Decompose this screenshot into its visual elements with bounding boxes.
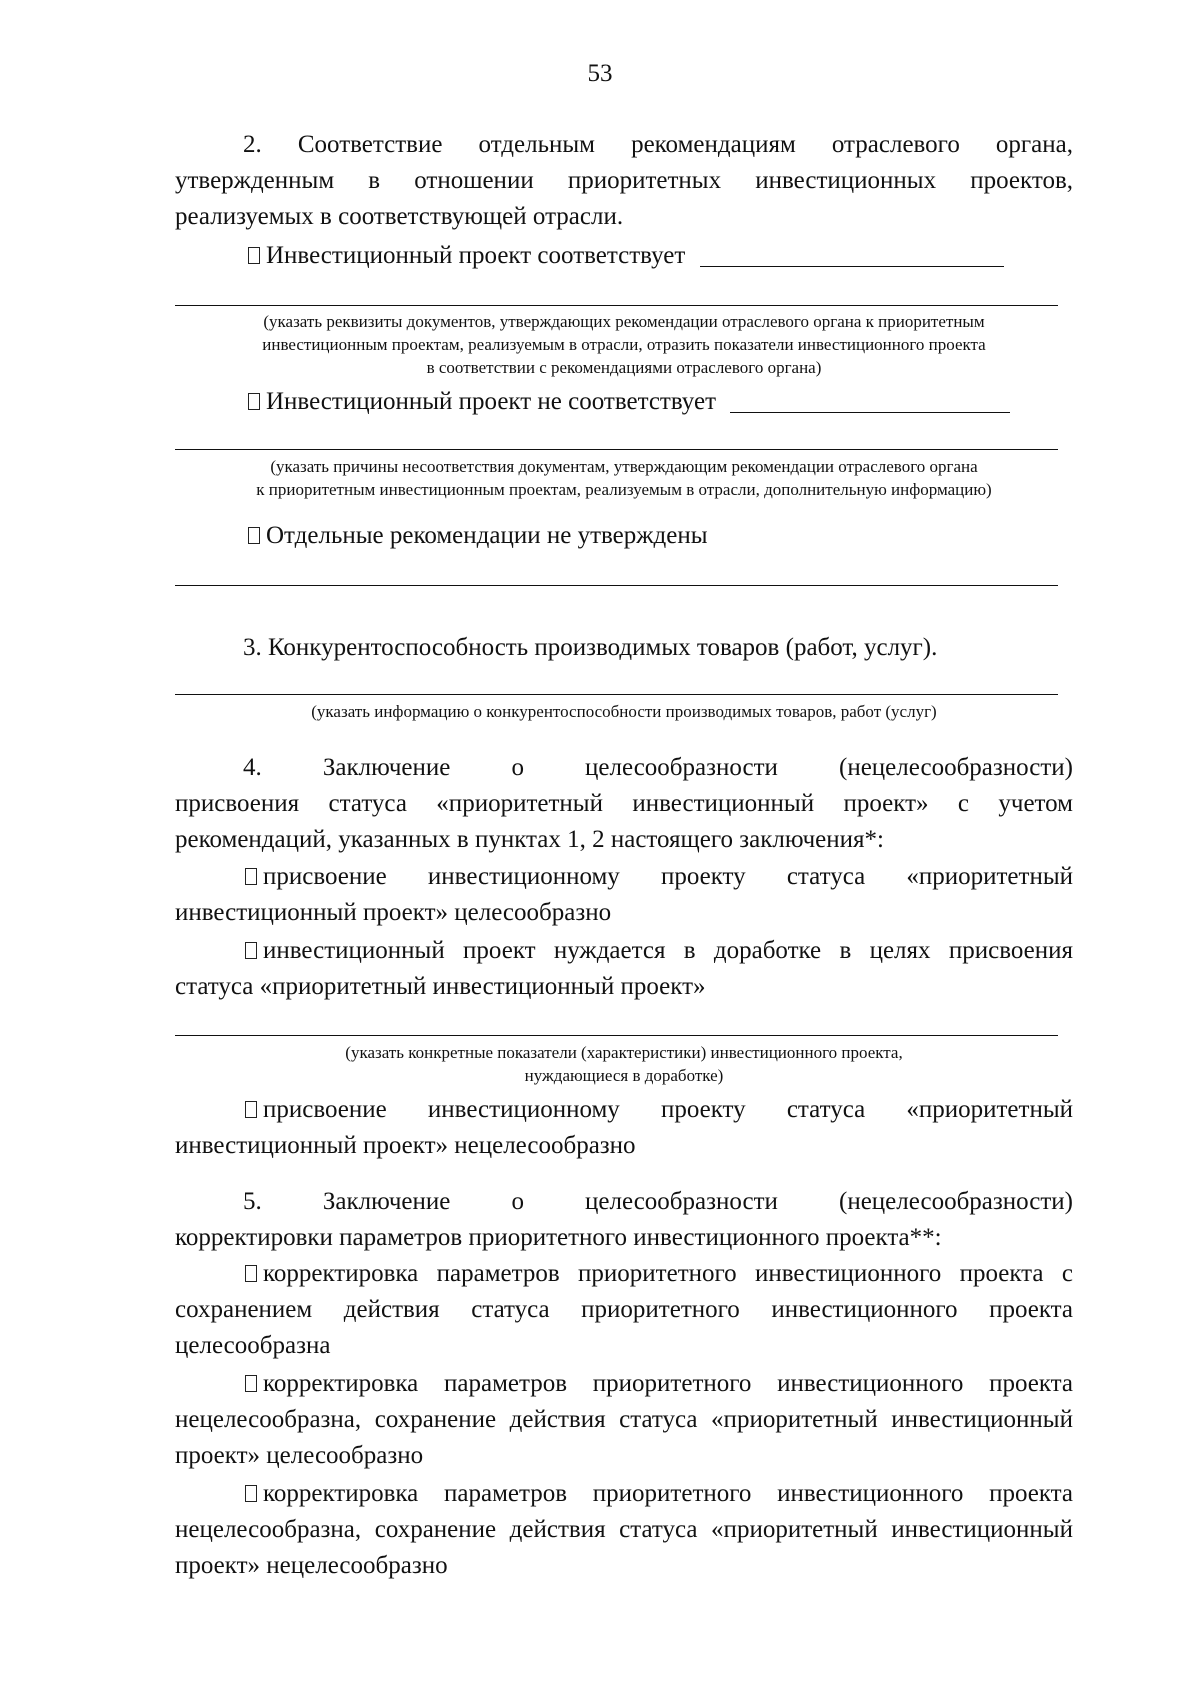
checkbox-not-approved[interactable] [248,527,260,544]
note-needs-work: (указать конкретные показатели (характеристики) инвестиционного проекта, нуждающиеся в доработке) [345,1043,903,1085]
checkbox-complies[interactable] [248,247,260,264]
fill-line[interactable] [175,585,1058,586]
section-5-heading-rest: корректировки параметров приоритетного инвестиционного проекта**: [175,1224,942,1251]
s5-option-1[interactable]: корректировка параметров приоритетного инвестиционного проекта с сохранением действия статуса приоритетного инвестиционного проекта целесообразна [175,1260,1073,1359]
checkbox-not-complies[interactable] [248,393,260,410]
section-4-heading-line1: 4. Заключение о целесообразности (нецелесообразности) [243,754,1073,781]
note-complies: (указать реквизиты документов, утверждающих рекомендации отраслевого органа к приоритетным инвестиционным проектам, реализуемым в отрасли, отразить показатели инвестиционного проекта в соответствии с рекомендациями отраслевого органа) [262,312,986,377]
complies-blank[interactable] [700,240,1004,267]
section-3-heading: 3. Конкурентоспособность производимых товаров (работ, услуг). [243,634,938,661]
fill-line[interactable] [175,449,1058,450]
note-not-complies: (указать причины несоответствия документам, утверждающим рекомендации отраслевого органа к приоритетным инвестиционным проектам, реализуемым в отрасли, дополнительную информацию) [256,457,992,499]
checkbox-s4-needs-work[interactable] [245,942,257,959]
note-competitiveness: (указать информацию о конкурентоспособности производимых товаров, работ (услуг) [311,702,937,721]
checkbox-s5-option-2[interactable] [245,1375,257,1392]
checkbox-s4-inexpedient[interactable] [245,1101,257,1118]
checkbox-s5-option-3[interactable] [245,1485,257,1502]
s5-option-3[interactable]: корректировка параметров приоритетного инвестиционного проекта нецелесообразна, сохранение действия статуса «приоритетный инвестиционный проект» нецелесообразно [175,1480,1073,1579]
fill-line[interactable] [175,694,1058,695]
fill-line[interactable] [175,305,1058,306]
s4-option-expedient[interactable]: присвоение инвестиционному проекту статуса «приоритетный инвестиционный проект» целесообразно [175,863,1073,926]
fill-line[interactable] [175,1035,1058,1036]
not-complies-blank[interactable] [730,386,1010,413]
option-complies[interactable]: Инвестиционный проект соответствует [175,238,1073,274]
option-not-approved[interactable]: Отдельные рекомендации не утверждены [175,518,1073,554]
option-not-complies[interactable]: Инвестиционный проект не соответствует [175,384,1073,420]
s5-option-2[interactable]: корректировка параметров приоритетного инвестиционного проекта нецелесообразна, сохранение действия статуса «приоритетный инвестиционный проект» целесообразно [175,1370,1073,1469]
section-2-heading: 2. Соответствие отдельным рекомендациям отраслевого органа, утвержденным в отношении приоритетных инвестиционных проектов, реализуемых в соответствующей отрасли. [175,131,1073,230]
section-5-heading-line1: 5. Заключение о целесообразности (нецелесообразности) [243,1188,1073,1215]
page-number: 53 [587,60,613,87]
s4-option-needs-work[interactable]: инвестиционный проект нуждается в доработке в целях присвоения статуса «приоритетный инвестиционный проект» [175,937,1073,1000]
checkbox-s5-option-1[interactable] [245,1265,257,1282]
checkbox-s4-expedient[interactable] [245,868,257,885]
s4-option-inexpedient[interactable]: присвоение инвестиционному проекту статуса «приоритетный инвестиционный проект» нецелесообразно [175,1096,1073,1159]
section-4-heading-rest: присвоения статуса «приоритетный инвестиционный проект» с учетом рекомендаций, указанных в пунктах 1, 2 настоящего заключения*: [175,790,1073,853]
